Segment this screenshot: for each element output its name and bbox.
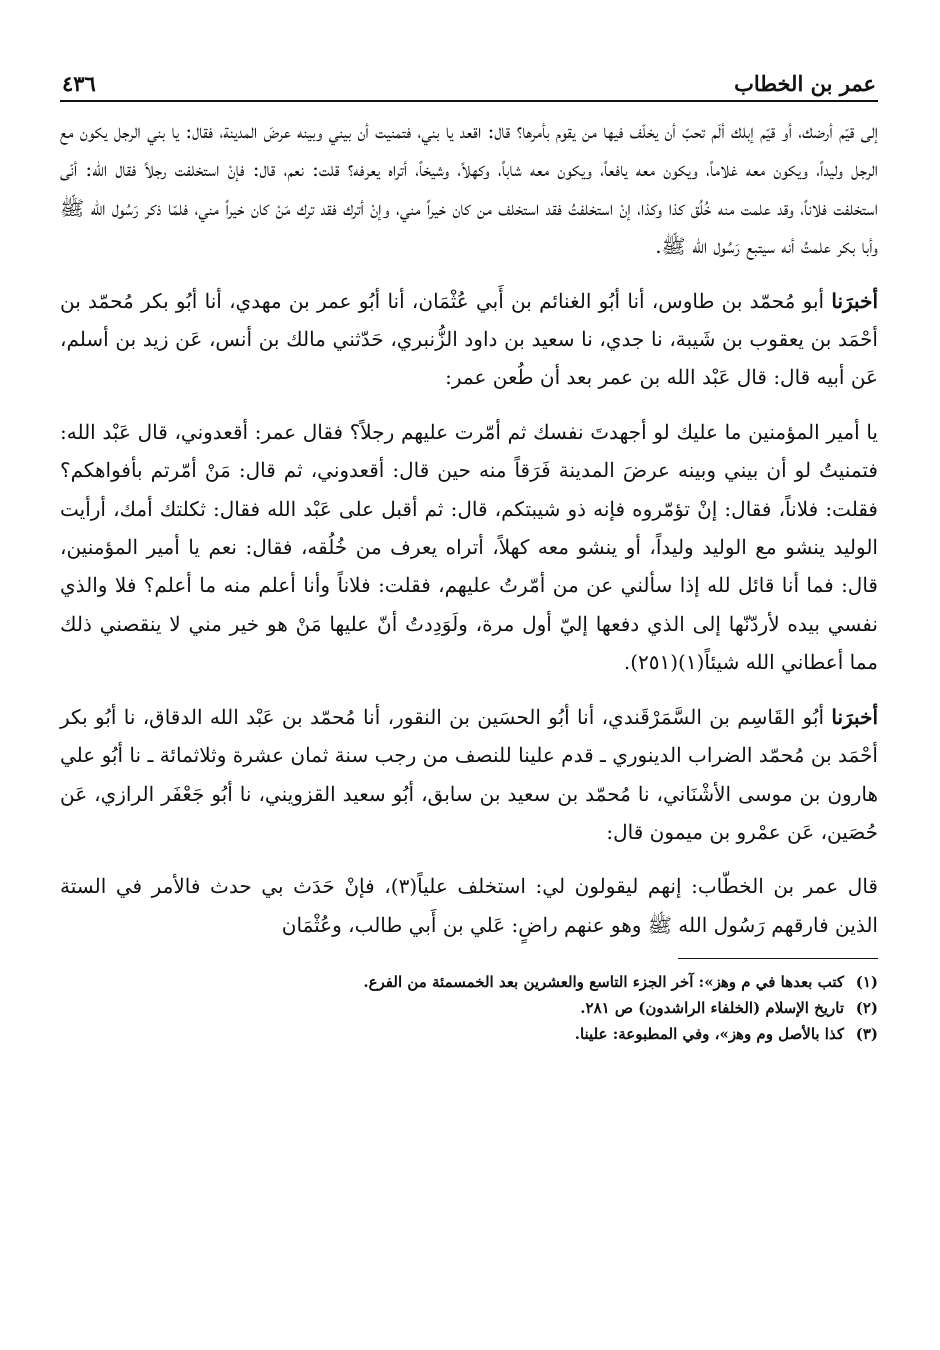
footnotes <box>60 969 878 1047</box>
footnote <box>60 969 878 995</box>
paragraph <box>60 698 878 852</box>
paragraph-text: قال عمر بن الخطّاب: إنهم ليقولون لي: استخلف علياً(٣)، فإنْ حَدَث بي حدث فالأمر في الستة الذين فارقهم رَسُول الله ﷺ وهو عنهم راضٍ: عَلي بن أَبي طالب، وعُثْمَان <box>60 874 878 937</box>
paragraph-text: أبو مُحمّد بن طاوس، أنا أبُو الغنائم بن أَبي عُثْمَان، أنا أبُو عمر بن مهدي، أنا أبُو بكر مُحمّد بن أحْمَد بن يعقوب بن شَيبة، نا جدي، نا سعيد بن داود الزُّنبري، حَدّثني مالك بن أنس، عَن زيد بن أسلم، عَن أبيه قال: قال عَبْد الله بن عمر بعد أن طُعن عمر: <box>60 288 878 390</box>
main-text <box>60 112 878 944</box>
book-page <box>60 66 878 1047</box>
footnote-number: (٣) <box>855 1025 878 1044</box>
footnote-number: (١) <box>855 973 878 992</box>
paragraph <box>60 867 878 944</box>
paragraph <box>60 112 878 266</box>
footnote <box>60 995 878 1021</box>
footnote <box>60 1021 878 1047</box>
paragraph-text: يا أمير المؤمنين ما عليك لو أجهدتَ نفسك ثم أمّرت عليهم رجلاً؟ فقال عمر: أقعدوني، قال عَبْد الله: فتمنيتُ لو أن بيني وبينه عرضَ المدينة فَرَقاً منه حين قال: أقعدوني، ثم قال: مَنْ أمّرتم بأفواهكم؟ فقلت: فلاناً، فقال: إنْ تؤمّروه فإنه ذو شيبتكم، قال: ثم أقبل على عَبْد الله فقال: ثكلتك أمك، أرأيت الوليد ينشو مع الوليد وليداً، أو ينشو معه كهلاً، أتراه يعرف من خُلُقه، فقال: نعم يا أمير المؤمنين، قال: فما أنا قائل لله إذا سألني عن من أمّرتُ عليهم، فقلت: فلاناً وأنا أعلم منه ما أعلم؟ فلا والذي نفسي بيده لأردّنّها إلى الذي دفعها إليّ أول مرة، ولَوَدِدتُ أنّ عليها مَنْ هو خير مني لا ينقصني ذلك مما أعطاني الله شيئاً(١)(٢٥١). <box>60 419 878 675</box>
footnote-divider <box>678 958 878 959</box>
paragraph <box>60 282 878 397</box>
header-title: عمر بن الخطاب <box>734 71 876 96</box>
footnote-text: كذا بالأصل وم وﻫز»، وفي المطبوعة: علينا. <box>574 1025 844 1044</box>
footnote-number: (٢) <box>855 999 878 1018</box>
paragraph-text: إلى قيّم أرضك، أو قيّم إبلك ألَم تحبّ أن يخلّف فيها من يقوم بأمرها؟ قال: اقعد يا بني، فتمنيت أن بيني وبينه عرضَ المدينة، فقال: يا بني الرجل يكون مع الرجل وليداً، ويكون معه غلاماً، ويكون معه يافعاً، ويكون معه شاباً، وكهلاً، وشيخاً، أتراه يعرفه؟ قلت: نعم، قال: فإنْ استخلفت رجلاً فقال الله: أنّى استخلفت فلاناً، وقد علمت منه خُلُق كذا وكذا، إنْ استخلفتُ فقد استخلف من كان خيراً مني، وإنْ أترك فقد ترك مَنْ كان خيراً مني، فلمّا ذكر رَسُول الله ﷺ وأبا بكر علمتُ أنه سيتبع رَسُول الله ﷺ. <box>60 119 878 259</box>
paragraph-text: أبُو القَاسِم بن السَّمَرْقَندي، أنا أبُو الحسَين بن النقور، أنا مُحمّد بن عَبْد الله الدقاق، نا أبُو بكر أحْمَد بن مُحمّد الضراب الدينوري ـ قدم علينا للنصف من رجب سنة ثمان عشرة وثلاثمائة ـ نا أبُو علي هارون بن موسى الأشْنَاني، نا مُحمّد بن سعيد بن سابق، أبُو سعيد القزويني، نا أبُو جَعْفَر الرازي، عَن حُصَين، عَن عمْرو بن ميمون قال: <box>60 704 878 844</box>
paragraph-lead: أخبرَنا <box>831 704 878 729</box>
footnote-text: تاريخ الإسلام (الخلفاء الراشدون) ص ٢٨١. <box>580 999 844 1018</box>
running-header <box>60 66 878 102</box>
paragraph-lead: أخبرَنا <box>831 288 878 313</box>
footnote-text: كتب بعدها في م وﻫز»: آخر الجزء التاسع والعشرين بعد الخمسمئة من الفرع. <box>363 973 844 992</box>
page-number: ٤٣٦ <box>62 71 96 96</box>
paragraph <box>60 413 878 682</box>
